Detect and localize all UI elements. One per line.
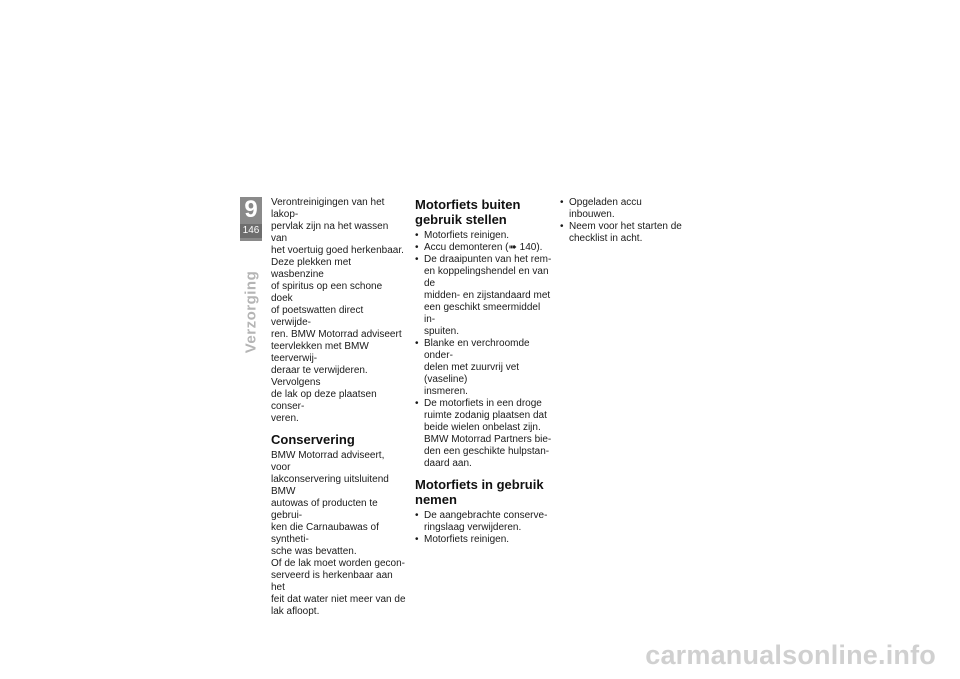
list-item	[415, 242, 553, 254]
page-number: 146	[240, 224, 262, 238]
bullet-icon: •	[415, 398, 419, 409]
column-3	[560, 197, 690, 245]
heading-conservering: Conservering	[271, 432, 355, 447]
list-item: • De motorfiets in een droge ruimte zodanig plaatsen dat beide wielen onbelast zijn. BMW Motorrad Partners bie- den een geschikte hulpstan- daard aan.	[415, 398, 552, 469]
list-buiten-gebruik	[415, 230, 553, 470]
column-1	[271, 197, 406, 618]
intro-paragraph: Verontreinigingen van het lakop- pervlak zijn na het wassen van het voertuig goed herkenbaar. Deze plekken met wasbenzine of spiritus op een schone doek of poetswatten direct verwijde- ren. BMW Motorrad adviseert teervlekken met BMW teerverwij- deraar te verwijderen. Vervolgens de lak op deze plaatsen conser- veren.	[271, 197, 404, 424]
list-item: • Blanke en verchroomde onder- delen met zuurvrij vet (vaseline) insmeren.	[415, 338, 530, 397]
bullet-icon: •	[415, 534, 419, 545]
bullet-icon: •	[415, 242, 419, 253]
bullet-icon: •	[415, 254, 419, 265]
bullet-icon: •	[415, 338, 419, 349]
heading-buiten-gebruik: Motorfiets buiten gebruik stellen	[415, 197, 521, 227]
bullet-icon: •	[560, 221, 564, 232]
conservering-paragraph: BMW Motorrad adviseert, voor lakconservering uitsluitend BMW autowas of producten te gebrui- ken die Carnaubawas of syntheti- sche was bevatten. Of de lak moet worden gecon- serveerd is herkenbaar aan het feit dat water niet meer van de lak afloopt.	[271, 450, 406, 617]
page-reference[interactable]: Accu demonteren (➠ 140).	[424, 242, 543, 253]
bullet-icon: •	[415, 230, 419, 241]
watermark: carmanualsonline.info	[645, 640, 936, 670]
section-side-label: Verzorging	[242, 270, 260, 354]
column-2	[415, 197, 553, 546]
bullet-icon: •	[415, 510, 419, 521]
list-item: • Neem voor het starten de checklist in acht.	[560, 221, 682, 244]
bullet-icon: •	[560, 197, 564, 208]
list-in-gebruik-nemen	[415, 510, 553, 546]
list-continued	[560, 197, 690, 245]
list-item: • Motorfiets reinigen.	[415, 534, 510, 545]
list-item: • Opgeladen accu inbouwen.	[560, 197, 642, 220]
list-item: • De draaipunten van het rem- en koppelingshendel en van de midden- en zijstandaard met een geschikt smeermiddel in- spuiten.	[415, 254, 552, 337]
heading-in-gebruik-nemen: Motorfiets in gebruik nemen	[415, 477, 544, 507]
list-item: • De aangebrachte conserve- ringslaag verwijderen.	[415, 510, 548, 533]
list-item: • Motorfiets reinigen.	[415, 230, 510, 241]
chapter-number: 9	[244, 196, 258, 223]
